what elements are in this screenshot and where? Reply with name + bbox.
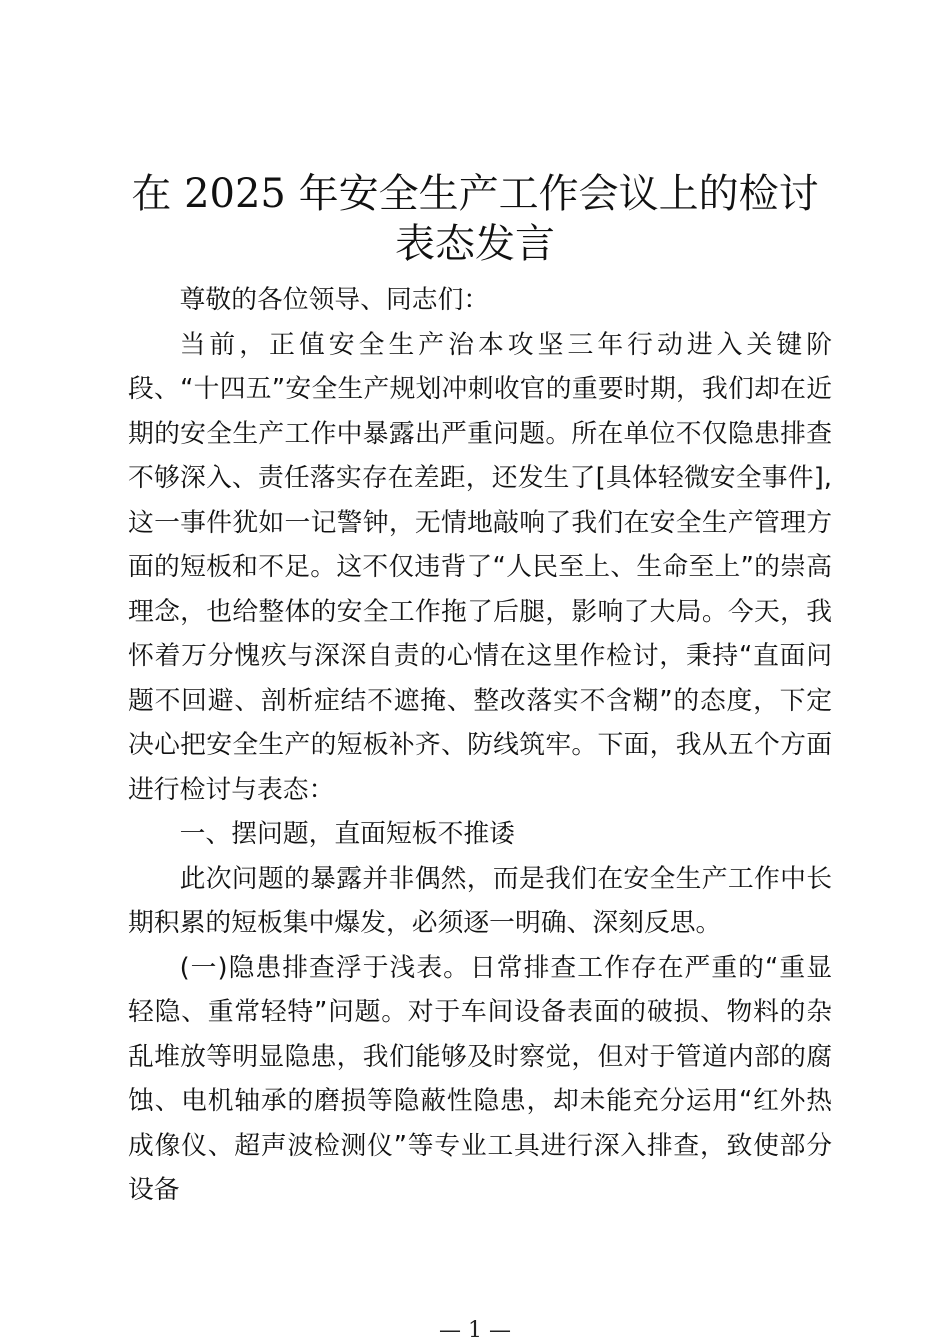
paragraph-intro: 当前，正值安全生产治本攻坚三年行动进入关键阶段、“十四五”安全生产规划冲刺收官的重要时期，我们却在近期的安全生产工作中暴露出严重问题。所在单位不仅隐患排查不够深入、责任落实存在差距，还发生了[具体轻微安全事件],这一事件犹如一记警钟，无情地敲响了我们在安全生产管理方面的短板和不足。这不仅违背了“人民至上、生命至上”的崇高理念，也给整体的安全工作拖了后腿，影响了大局。今天，我怀着万分愧疚与深深自责的心情在这里作检讨，秉持“直面问题不回避、剖析症结不遮掩、整改落实不含糊”的态度，下定决心把安全生产的短板补齐、防线筑牢。下面，我从五个方面进行检讨与表态： — [128, 329, 832, 805]
document-body — [128, 278, 832, 1213]
page-number: — 1 — — [439, 1318, 511, 1343]
salutation: 尊敬的各位领导、同志们： — [179, 285, 490, 315]
document-title-line-2: 表态发言 — [395, 221, 555, 267]
paragraph-section-1-intro: 此次问题的暴露并非偶然，而是我们在安全生产工作中长期积累的短板集中爆发，必须逐一明确、深刻反思。 — [128, 863, 832, 938]
section-heading-1: 一、摆问题，直面短板不推诿 — [179, 819, 515, 849]
paragraph-item-1: (一)隐患排查浮于浅表。日常排查工作存在严重的“重显轻隐、重常轻特”问题。对于车间设备表面的破损、物料的杂乱堆放等明显隐患，我们能够及时察觉，但对于管道内部的腐蚀、电机轴承的磨损等隐蔽性隐患，却未能充分运用“红外热成像仪、超声波检测仪”等专业工具进行深入排查，致使部分设备 — [128, 952, 832, 1205]
document-title-line-1: 在 2025 年安全生产工作会议上的检讨 — [131, 171, 819, 217]
